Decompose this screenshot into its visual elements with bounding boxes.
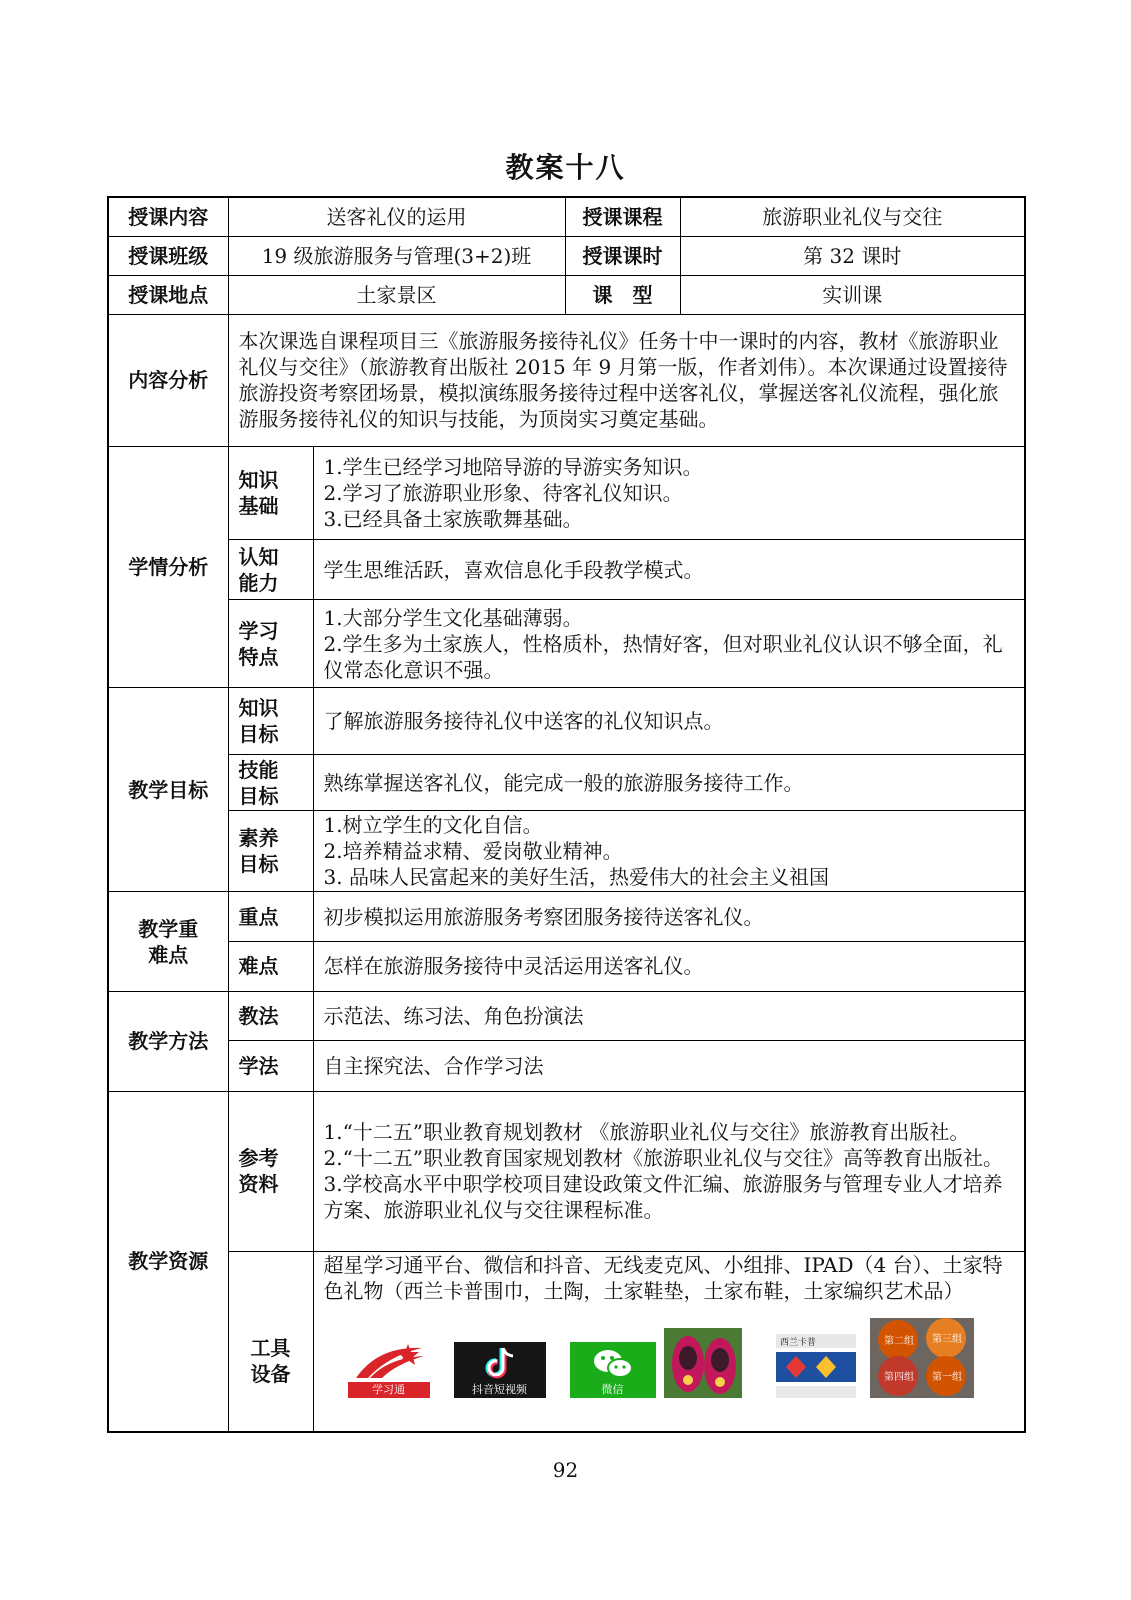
xuexitong-label: 学习通 — [348, 1382, 430, 1398]
sub-label-knowledge-goal: 知识 目标 — [228, 688, 313, 755]
label-class: 授课班级 — [108, 236, 228, 275]
sub-label-teaching-method: 教法 — [228, 991, 313, 1040]
goal-row-1 — [108, 688, 1025, 755]
resource-row-2 — [108, 1251, 1025, 1432]
value-course: 旅游职业礼仪与交往 — [680, 197, 1025, 236]
learning-method-text: 自主探究法、合作学习法 — [313, 1041, 1025, 1091]
value-location: 土家景区 — [228, 275, 565, 314]
references-text: 1.“十二五”职业教育规划教材 《旅游职业礼仪与交往》旅游教育出版社。 2.“十二五”职业教育国家规划教材《旅游职业礼仪与交往》高等教育出版社。 3.学校高水平中职学校项目建设政策文件汇编、旅游服务与管理专业人才培养方案、旅游职业礼仪与交往课程标准。 — [313, 1091, 1025, 1251]
svg-text:第一组: 第一组 — [931, 1371, 962, 1383]
sub-label-cognition: 认知 能力 — [228, 540, 313, 600]
literacy-goal-text: 1.树立学生的文化自信。 2.培养精益求精、爱岗敬业精神。 3. 品味人民富起来的美好生活，热爱伟大的社会主义祖国 — [313, 811, 1025, 892]
student-row-1 — [108, 446, 1025, 539]
sub-label-references: 参考 资料 — [228, 1091, 313, 1251]
label-course: 授课课程 — [565, 197, 680, 236]
content-analysis-text: 本次课选自课程项目三《旅游服务接待礼仪》任务十中一课时的内容，教材《旅游职业礼仪与交往》（旅游教育出版社 2015 年 9 月第一版，作者刘伟）。本次课通过设置接待旅游投资考察团场景，模拟演练服务接待过程中送客礼仪，掌握送客礼仪流程，强化旅游服务接待礼仪的知识与技能，为顶岗实习奠定基础。 — [228, 314, 1025, 446]
label-hours: 授课课时 — [565, 236, 680, 275]
student-row-3 — [108, 599, 1025, 687]
douyin-label: 抖音短视频 — [472, 1382, 527, 1396]
key-row-1 — [108, 892, 1025, 941]
wechat-label: 微信 — [601, 1382, 624, 1396]
knowledge-base-text: 1.学生已经学习地陪导游的导游实务知识。 2.学习了旅游职业形象、待客礼仪知识。 3.已经具备土家族歌舞基础。 — [313, 446, 1025, 539]
svg-text:第三组: 第三组 — [931, 1333, 962, 1345]
sub-label-key-point: 重点 — [228, 892, 313, 941]
content-analysis-row — [108, 314, 1025, 446]
method-row-1 — [108, 991, 1025, 1040]
sub-label-difficult-point: 难点 — [228, 941, 313, 991]
group-badges-image — [870, 1318, 974, 1398]
header-row-2 — [108, 236, 1025, 275]
header-row-1 — [108, 197, 1025, 236]
sub-label-literacy-goal: 素养 目标 — [228, 811, 313, 892]
tools-cell — [313, 1251, 1025, 1432]
method-row-2 — [108, 1041, 1025, 1091]
label-teaching-methods: 教学方法 — [108, 991, 228, 1091]
resource-row-1 — [108, 1091, 1025, 1251]
value-course-content: 送客礼仪的运用 — [228, 197, 565, 236]
key-point-text: 初步模拟运用旅游服务考察团服务接待送客礼仪。 — [313, 892, 1025, 941]
cognition-text: 学生思维活跃，喜欢信息化手段教学模式。 — [313, 540, 1025, 600]
value-type: 实训课 — [680, 275, 1025, 314]
label-teaching-resources: 教学资源 — [108, 1091, 228, 1432]
sub-label-knowledge-base: 知识 基础 — [228, 446, 313, 539]
label-key-difficult: 教学重 难点 — [108, 892, 228, 992]
xilankapu-scarf-image — [776, 1334, 856, 1398]
douyin-icon — [454, 1342, 546, 1398]
knowledge-goal-text: 了解旅游服务接待礼仪中送客的礼仪知识点。 — [313, 688, 1025, 755]
tools-text: 超星学习通平台、微信和抖音、无线麦克风、小组排、IPAD（4 台）、土家特色礼物（西兰卡普围巾，土陶，土家鞋垫，土家布鞋，土家编织艺术品） — [323, 1252, 1003, 1303]
sub-label-skill-goal: 技能 目标 — [228, 754, 313, 810]
goal-row-2 — [108, 754, 1025, 810]
label-content-analysis: 内容分析 — [108, 314, 228, 446]
wechat-icon — [570, 1342, 656, 1398]
svg-text:西兰卡普: 西兰卡普 — [779, 1337, 816, 1348]
sub-label-learning-traits: 学习 特点 — [228, 599, 313, 687]
lesson-plan-table — [107, 196, 1026, 1433]
teaching-method-text: 示范法、练习法、角色扮演法 — [313, 991, 1025, 1040]
label-course-content: 授课内容 — [108, 197, 228, 236]
label-student-analysis: 学情分析 — [108, 446, 228, 687]
label-location: 授课地点 — [108, 275, 228, 314]
key-row-2 — [108, 941, 1025, 991]
value-hours: 第 32 课时 — [680, 236, 1025, 275]
learning-traits-text: 1.大部分学生文化基础薄弱。 2.学生多为土家族人，性格质朴，热情好客，但对职业礼仪认识不够全面，礼仪常态化意识不强。 — [313, 599, 1025, 687]
tools-icons — [314, 1304, 1025, 1404]
goal-row-3 — [108, 811, 1025, 892]
sub-label-tools: 工具 设备 — [228, 1251, 313, 1432]
difficult-point-text: 怎样在旅游服务接待中灵活运用送客礼仪。 — [313, 941, 1025, 991]
label-teaching-goals: 教学目标 — [108, 688, 228, 892]
sub-label-learning-method: 学法 — [228, 1041, 313, 1091]
xuexitong-icon — [348, 1342, 430, 1398]
page-title: 教案十八 — [505, 151, 626, 184]
page-number: 92 — [552, 1458, 579, 1482]
svg-text:第四组: 第四组 — [883, 1371, 914, 1383]
label-type: 课 型 — [565, 275, 680, 314]
skill-goal-text: 熟练掌握送客礼仪，能完成一般的旅游服务接待工作。 — [313, 754, 1025, 810]
tujia-shoes-image — [664, 1328, 742, 1398]
svg-text:第二组: 第二组 — [883, 1335, 914, 1347]
value-class: 19 级旅游服务与管理(3+2)班 — [228, 236, 565, 275]
student-row-2 — [108, 540, 1025, 600]
header-row-3 — [108, 275, 1025, 314]
